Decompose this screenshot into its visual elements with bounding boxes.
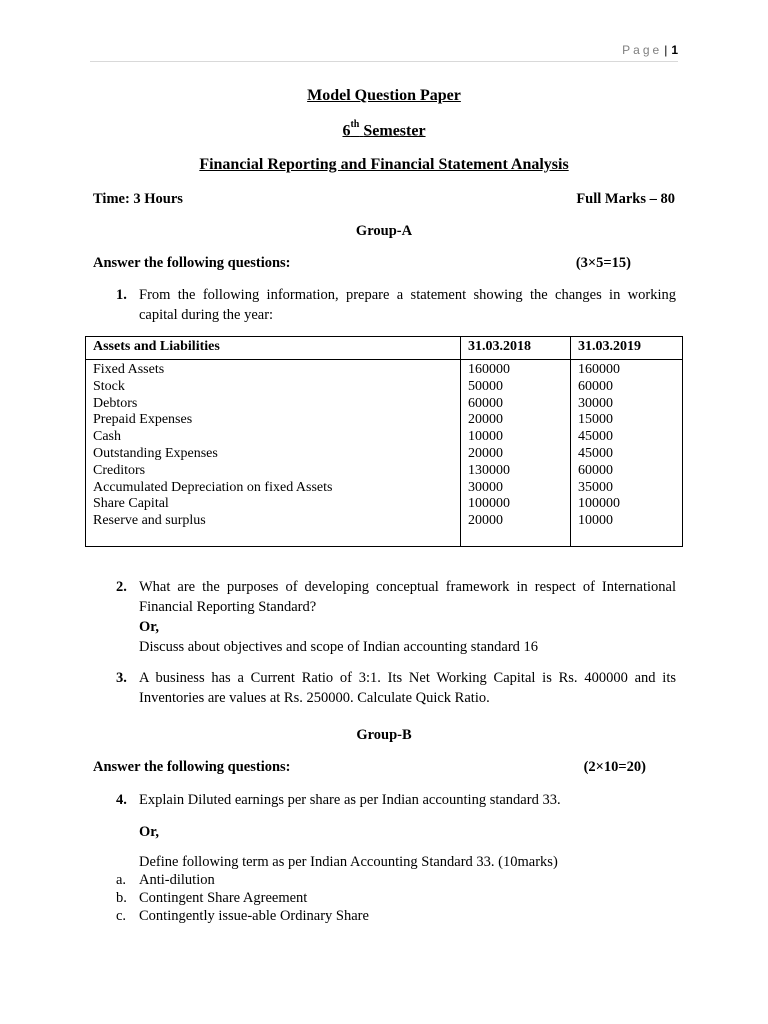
table-cell: 10000: [578, 513, 613, 529]
or-label: Or,: [139, 619, 160, 635]
table-cell: 60000: [468, 395, 503, 411]
question-number: 1.: [116, 287, 127, 303]
exam-time: Time: 3 Hours: [93, 191, 183, 207]
table-column-items: [86, 360, 461, 547]
table-cell: 160000: [468, 362, 510, 377]
list-item-text: Contingently issue-able Ordinary Share: [139, 908, 369, 924]
table-cell: 45000: [578, 429, 613, 445]
full-marks: Full Marks – 80: [576, 191, 675, 207]
table-cell: Cash: [93, 429, 121, 445]
list-item: [116, 889, 676, 907]
table-cell: Fixed Assets: [93, 362, 165, 377]
subject-title: Financial Reporting and Financial Statement Analysis: [199, 156, 569, 173]
list-item-text: Anti-dilution: [139, 872, 215, 888]
question-2: [116, 577, 676, 657]
table-cell: Stock: [93, 378, 125, 394]
question-number: 3.: [116, 670, 127, 686]
table-cell: Reserve and surplus: [93, 513, 206, 529]
group-a-heading: Group-A: [355, 223, 413, 239]
group-b-instruction-row: [93, 759, 646, 776]
question-number: 2.: [116, 579, 127, 595]
group-a-instruction: Answer the following questions:: [93, 255, 291, 271]
table-cell: 15000: [578, 412, 613, 428]
question-4-or: [116, 822, 676, 842]
question-4: [116, 790, 676, 810]
table-cell: 45000: [578, 445, 613, 461]
paper-title: Model Question Paper: [307, 87, 461, 104]
group-a-instruction-row: [93, 255, 631, 272]
alternative-question-text: Discuss about objectives and scope of Indian accounting standard 16: [139, 639, 539, 655]
list-item: [116, 871, 676, 889]
table-cell: Prepaid Expenses: [93, 412, 193, 428]
semester-suffix: th: [350, 119, 360, 130]
group-b-heading: Group-B: [356, 727, 412, 743]
page-label: Page: [622, 43, 663, 57]
list-item-label: a.: [116, 872, 127, 888]
table-cell: Debtors: [93, 395, 138, 411]
table-cell: 30000: [468, 479, 503, 495]
table-cell: 100000: [468, 496, 510, 512]
question-number: 4.: [116, 792, 127, 808]
table-cell: 20000: [468, 445, 503, 461]
list-item-label: c.: [116, 908, 127, 924]
table-header-cell: Assets and Liabilities: [86, 337, 461, 360]
table-cell: 20000: [468, 513, 503, 529]
table-cell: Outstanding Expenses: [93, 445, 218, 461]
table-cell: 10000: [468, 429, 503, 445]
semester-number: 6: [342, 122, 351, 140]
question-1: [116, 285, 676, 325]
table-header-cell: 31.03.2019: [571, 337, 683, 360]
working-capital-table: [85, 336, 683, 547]
group-b-marks: (2×10=20): [583, 759, 646, 775]
question-text: From the following information, prepare a statement showing the changes in working capital during the year:: [139, 287, 676, 323]
table-cell: 20000: [468, 412, 503, 428]
table-cell: Share Capital: [93, 496, 169, 512]
table-cell: 160000: [578, 362, 620, 377]
page-header: [622, 43, 678, 57]
table-cell: 60000: [578, 378, 613, 394]
page-separator: |: [664, 43, 668, 57]
header-divider: [90, 61, 678, 62]
table-cell: Accumulated Depreciation on fixed Assets: [93, 479, 333, 495]
table-cell: Creditors: [93, 462, 146, 478]
alternative-question-text: Define following term as per Indian Accounting Standard 33. (10marks): [139, 854, 558, 870]
page-number: 1: [671, 43, 678, 57]
list-item: [116, 907, 676, 925]
table-cell: 35000: [578, 479, 613, 495]
group-a-marks: (3×5=15): [575, 255, 631, 271]
table-cell: 130000: [468, 462, 510, 478]
question-text: A business has a Current Ratio of 3:1. Its Net Working Capital is Rs. 400000 and its Inventories are values at Rs. 250000. Calculate Quick Ratio.: [139, 670, 676, 706]
table-header-row: [86, 337, 683, 360]
table-column-2018: [461, 360, 571, 547]
table-cell: 60000: [578, 462, 613, 478]
table-cell: 50000: [468, 378, 503, 394]
question-text: What are the purposes of developing conceptual framework in respect of International Financial Reporting Standard?: [139, 579, 676, 615]
question-3: [116, 668, 676, 708]
question-4-alternative: [116, 852, 676, 872]
semester-word: Semester: [363, 122, 426, 140]
table-body-row: [86, 360, 683, 547]
question-text: Explain Diluted earnings per share as per Indian accounting standard 33.: [139, 792, 561, 808]
or-label: Or,: [139, 824, 160, 840]
table-column-2019: [571, 360, 683, 547]
list-item-label: b.: [116, 890, 127, 906]
semester-title: [0, 121, 768, 140]
table-header-cell: 31.03.2018: [461, 337, 571, 360]
list-item-text: Contingent Share Agreement: [139, 890, 308, 906]
group-b-instruction: Answer the following questions:: [93, 759, 291, 775]
table-cell: 100000: [578, 496, 620, 512]
exam-info-row: [93, 191, 675, 208]
table-cell: 30000: [578, 395, 613, 411]
